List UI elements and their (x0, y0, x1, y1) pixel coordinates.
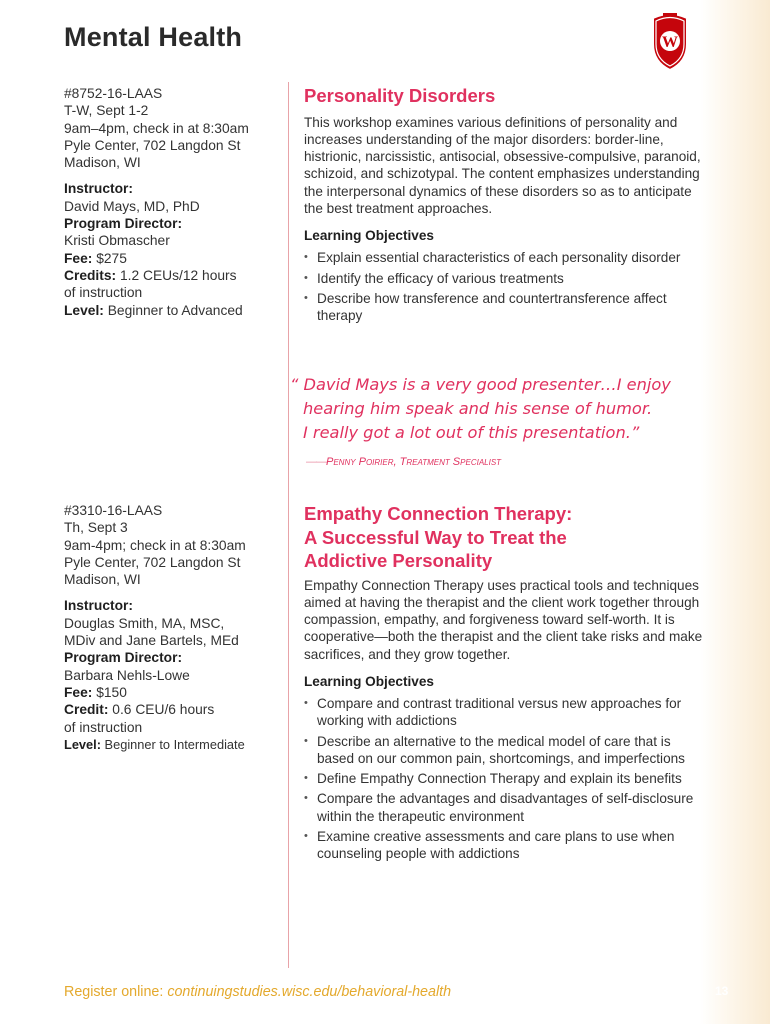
credits-value-cont: of instruction (64, 719, 143, 735)
course-days: T-W, Sept 1-2 (64, 103, 149, 119)
level-label: Level: (64, 302, 104, 318)
fee-value: $275 (92, 250, 127, 266)
level-line (64, 736, 279, 753)
course-title-cont: Addictive Personality (304, 550, 493, 571)
svg-text:W: W (662, 34, 678, 51)
instructor-name: Douglas Smith, MA, MSC, (64, 615, 225, 631)
learning-objectives-heading: Learning Objectives (304, 673, 434, 689)
fee-line (64, 250, 279, 267)
level-value: Beginner to Intermediate (101, 736, 245, 752)
credits-value: 1.2 CEUs/12 hours (116, 267, 237, 283)
learning-objectives-list (304, 249, 704, 324)
credits-line (64, 701, 279, 718)
credits-line (64, 267, 279, 284)
instructor-label: Instructor: (64, 181, 133, 197)
attribution-name: Penny Poirier, Treatment Specialist (326, 456, 502, 468)
objective-item: • Compare the advantages and disadvantages of self-disclosure within the therapeutic environment (304, 790, 704, 825)
instructor-name-cont: MDiv and Jane Bartels, MEd (64, 633, 239, 649)
page-edge-shading (700, 0, 770, 1024)
program-director-name: Kristi Obmascher (64, 233, 170, 249)
course-title: Personality Disorders (304, 85, 496, 106)
fee-label: Fee: (64, 250, 93, 266)
course-empathy-connection-therapy (304, 502, 704, 866)
fee-line (64, 684, 279, 701)
program-director-name: Barbara Nehls-Lowe (64, 667, 190, 683)
course-title: Empathy Connection Therapy: (304, 503, 573, 524)
level-value: Beginner to Advanced (103, 302, 243, 318)
course-description: This workshop examines various definitions of personality and increases understanding of the major disorders: border-line, histrionic, narcissistic, antisocial, obsessive-compulsive, paranoid, schizoid, and schizotypal. The content emphasizes understanding the interpersonal dynamics of these disorders so as to anticipate the best treatment approaches. (304, 114, 701, 216)
course-location: Pyle Center, 702 Langdon St (64, 137, 241, 153)
course-info-personality-disorders (64, 85, 279, 319)
column-divider (288, 82, 289, 968)
fee-label: Fee: (64, 684, 93, 700)
course-code: #8752-16-LAAS (64, 86, 163, 101)
credits-value: 0.6 CEU/6 hours (108, 702, 215, 718)
page-number: 13 (715, 984, 729, 998)
quote-line: I really got a lot out of this presentation.” (303, 423, 640, 442)
learning-objectives-list (304, 695, 704, 863)
testimonial-quote (290, 373, 710, 445)
level-line (64, 302, 279, 319)
attribution-dash: —— (306, 456, 326, 468)
fee-value: $150 (92, 684, 127, 700)
program-director-label: Program Director: (64, 216, 183, 232)
credits-value-cont: of instruction (64, 285, 143, 301)
objective-item: • Compare and contrast traditional versus new approaches for working with addictions (304, 695, 704, 730)
course-description: Empathy Connection Therapy uses practical tools and techniques aimed at having the therapist and the client work together through compassion, empathy, and forgiveness toward self-worth. It is cooperative—both the therapist and the client take risks and make sacrifices, and they grow together. (304, 577, 703, 662)
course-personality-disorders (304, 84, 704, 327)
credits-label: Credit: (64, 702, 109, 718)
course-location: Pyle Center, 702 Langdon St (64, 554, 241, 570)
course-city: Madison, WI (64, 155, 141, 171)
learning-objectives-heading: Learning Objectives (304, 228, 434, 244)
instructor-label: Instructor: (64, 598, 133, 614)
instructor-name: David Mays, MD, PhD (64, 198, 200, 214)
register-link[interactable]: continuingstudies.wisc.edu/behavioral-health (167, 984, 452, 1000)
testimonial-attribution (306, 456, 501, 468)
quote-line: “ David Mays is a very good presenter…I enjoy (290, 375, 671, 394)
objective-item: • Describe an alternative to the medical model of care that is based on our common pain, shortcomings, and imperfections (304, 733, 704, 768)
credits-label: Credits: (64, 267, 117, 283)
objective-item: • Define Empathy Connection Therapy and explain its benefits (304, 770, 704, 787)
course-time: 9am-4pm; check in at 8:30am (64, 537, 246, 553)
objective-item: • Examine creative assessments and care plans to use when counseling people with addictions (304, 828, 704, 863)
objective-item: • Identify the efficacy of various treatments (304, 270, 704, 287)
footer-register (64, 984, 451, 1000)
course-title-cont: A Successful Way to Treat the (304, 526, 567, 548)
objective-item: • Describe how transference and countertransference affect therapy (304, 290, 704, 325)
quote-line: hearing him speak and his sense of humor. (303, 399, 653, 418)
course-city: Madison, WI (64, 572, 141, 588)
program-director-label: Program Director: (64, 650, 183, 666)
footer-label: Register online: (64, 984, 168, 1000)
page-title: Mental Health (64, 22, 243, 52)
course-time: 9am–4pm, check in at 8:30am (64, 120, 249, 136)
level-label: Level: (64, 736, 101, 752)
course-code: #3310-16-LAAS (64, 503, 163, 518)
objective-item: • Explain essential characteristics of each personality disorder (304, 249, 704, 266)
course-days: Th, Sept 3 (64, 520, 128, 536)
course-info-empathy-connection (64, 502, 279, 753)
uw-crest-icon (645, 10, 695, 72)
